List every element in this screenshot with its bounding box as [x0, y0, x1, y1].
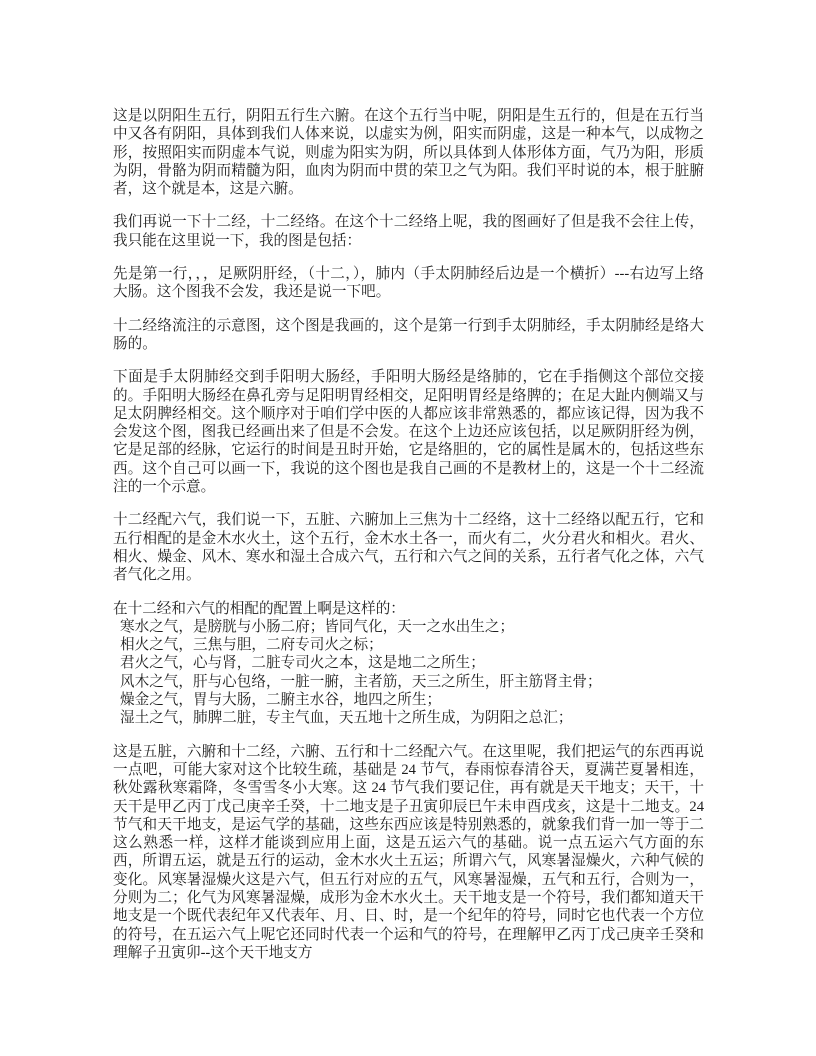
document-content: [113, 107, 704, 977]
qi-configuration-item-xianghuo: 相火之气，三焦与胆，二府专司火之标；: [120, 637, 383, 654]
qi-configuration-list: [113, 600, 704, 728]
paragraph-first-row-diagram-note: 先是第一行，，，足厥阴肝经，（十二，），肺内（手太阴肺经后边是一个横折）---右边写上络大肠。这个图我不会发，我还是说一下吧。: [113, 266, 704, 301]
paragraph-flow-diagram: 十二经络流注的示意图，这个图是我画的，这个是第一行到手太阴肺经，手太阴肺经是络大肠的。: [113, 317, 704, 352]
qi-configuration-item-fengmu: 风木之气，肝与心包络，一脏一腑，主者筋，天三之所生，肝主筋肾主骨；: [120, 673, 602, 690]
qi-configuration-item-junhuo: 君火之气，心与肾，二脏专司火之本，这是地二之所生；: [120, 655, 485, 672]
qi-configuration-item-zaojin: 燥金之气，胃与大肠，二腑主水谷，地四之所生；: [120, 692, 442, 709]
qi-configuration-item-shitu: 湿土之气，肺脾二脏，专主气血，天五地十之所生成，为阴阳之总汇；: [120, 710, 573, 727]
paragraph-twelve-meridians-intro: 我们再说一下十二经，十二经络。在这个十二经络上呢，我的图画好了但是我不会往上传，我只能在这里说一下，我的图是包括：: [113, 214, 704, 249]
paragraph-wuyun-liuqi-basics: 这是五脏，六腑和十二经，六腑、五行和十二经配六气。在这里呢，我们把运气的东西再说一点吧，可能大家对这个比较生疏，基础是 24 节气，春雨惊春清谷天，夏满芒夏暑相连，秋处露秋寒霜降，冬雪雪冬小大寒。这 24 节气我们要记住，再有就是天干地支；天干，十天干是甲乙丙丁戊己庚辛壬癸，十二地支是子丑寅卯辰巳午未申酉戌亥，这是十二地支。24 节气和天干地支，是运气学的基础，这些东西应该是特别熟悉的，就象我们背一加一等于二这么熟悉一样，这样才能谈到应用上面，这是五运六气的基础。说一点五运六气方面的东西，所谓五运，就是五行的运动，金木水火土五运；所谓六气，风寒暑湿燥火，六种气候的变化。风寒暑湿燥火这是六气，但五行对应的五气，风寒暑湿燥，五气和五行，合则为一，分则为二；化气为风寒暑湿燥，成形为金木水火土。天干地支是一个符号，我们都知道天干地支是一个既代表纪年又代表年、月、日、时，是一个纪年的符号，同时它也代表一个方位的符号，在五运六气上呢它还同时代表一个运和气的符号，在理解甲乙丙丁戊己庚辛壬癸和理解子丑寅卯--这个天干地支方: [113, 743, 704, 961]
qi-configuration-title: 在十二经和六气的相配的配置上啊是这样的：: [113, 600, 405, 617]
qi-configuration-item-hanshui: 寒水之气，是膀胱与小肠二府；皆同气化，天一之水出生之；: [120, 618, 515, 635]
paragraph-twelve-meridians-six-qi: 十二经配六气，我们说一下，五脏、六腑加上三焦为十二经络，这十二经络以配五行，它和五行相配的是金木水火土，这个五行，金木水土各一，而火有二，火分君火和相火。君火、相火、燥金、风木、寒水和湿土合成六气，五行和六气之间的关系，五行者气化之体，六气者气化之用。: [113, 512, 704, 584]
paragraph-yinyang-five-elements: 这是以阴阳生五行，阴阳五行生六腑。在这个五行当中呢，阴阳是生五行的，但是在五行当中又各有阴阳，具体到我们人体来说，以虚实为例，阳实而阴虚，这是一种本气，以成物之形，按照阳实而阴虚本气说，则虚为阳实为阴，所以具体到人体形体方面，气乃为阳，形质为阴，骨骼为阴而精髓为阳，血肉为阴而中贯的荣卫之气为阳。我们平时说的本，根于脏腑者，这个就是本，这是六腑。: [113, 108, 704, 198]
paragraph-meridian-connections: 下面是手太阴肺经交到手阳明大肠经，手阳明大肠经是络肺的，它在手指侧这个部位交接的。手阳明大肠经在鼻孔旁与足阳明胃经相交，足阳明胃经是络脾的；在足大趾内侧端又与足太阴脾经相交。这个顺序对于咱们学中医的人都应该非常熟悉的，都应该记得，因为我不会发这个图，图我已经画出来了但是不会发。在这个上边还应该包括，以足厥阴肝经为例，它是足部的经脉，它运行的时间是丑时开始，它是络胆的，它的属性是属木的，包括这些东西。这个自己可以画一下，我说的这个图也是我自己画的不是教材上的，这是一个十二经流注的一个示意。: [113, 369, 704, 496]
